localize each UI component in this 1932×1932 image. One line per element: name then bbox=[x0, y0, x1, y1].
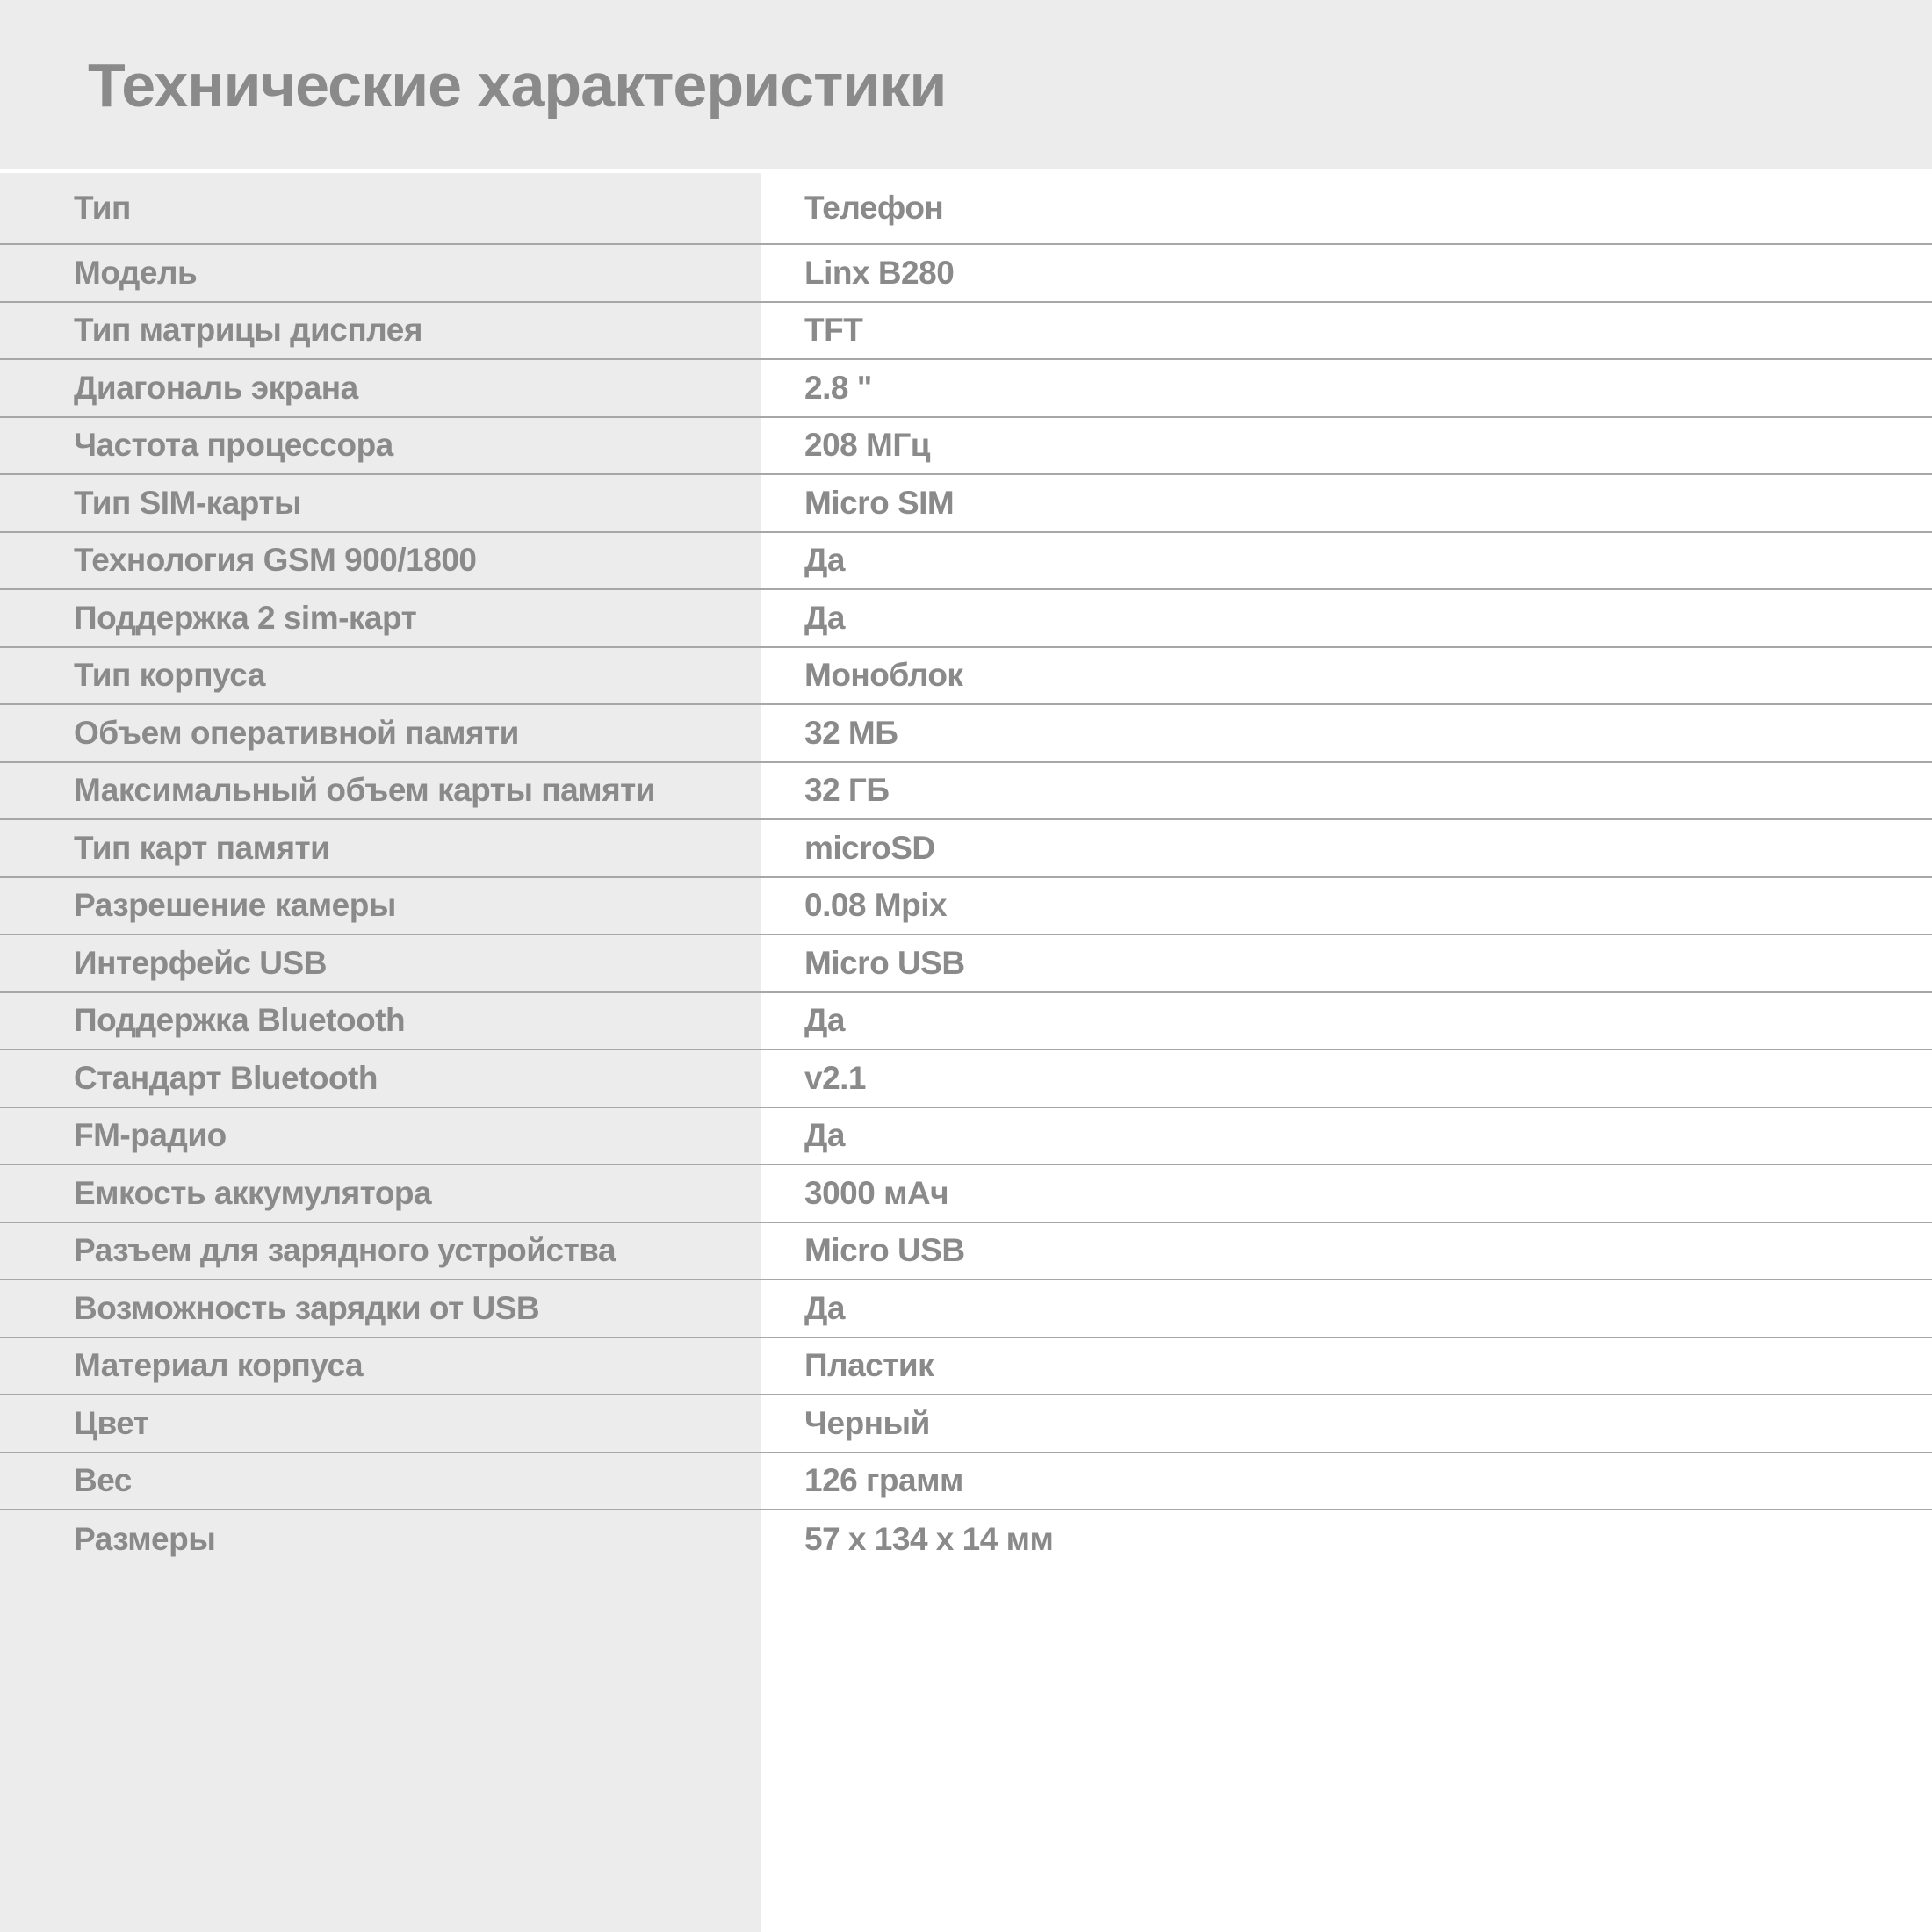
table-row bbox=[0, 245, 1932, 303]
spec-label: Тип корпуса bbox=[74, 657, 265, 694]
spec-value: v2.1 bbox=[804, 1059, 867, 1096]
spec-label: Емкость аккумулятора bbox=[74, 1174, 432, 1211]
table-row bbox=[0, 1453, 1932, 1511]
spec-label: Частота процессора bbox=[74, 427, 393, 464]
spec-value: Да bbox=[804, 1002, 845, 1039]
table-row bbox=[0, 173, 1932, 245]
specs-header bbox=[0, 0, 1932, 169]
spec-value: 0.08 Mpix bbox=[804, 887, 948, 924]
table-row bbox=[0, 418, 1932, 476]
spec-label: Возможность зарядки от USB bbox=[74, 1289, 540, 1326]
spec-value: 57 x 134 x 14 мм bbox=[804, 1520, 1054, 1557]
spec-label: Диагональ экрана bbox=[74, 369, 358, 406]
spec-value: Да bbox=[804, 599, 845, 636]
spec-value: 208 МГц bbox=[804, 427, 931, 464]
table-row bbox=[0, 1223, 1932, 1281]
spec-label: Размеры bbox=[74, 1520, 216, 1557]
spec-value: Телефон bbox=[804, 190, 944, 226]
table-row bbox=[0, 705, 1932, 763]
table-row bbox=[0, 1395, 1932, 1453]
spec-value: Моноблок bbox=[804, 657, 963, 694]
spec-label: Материал корпуса bbox=[74, 1347, 364, 1384]
spec-label: Максимальный объем карты памяти bbox=[74, 772, 656, 809]
table-row bbox=[0, 648, 1932, 706]
table-row bbox=[0, 1338, 1932, 1396]
spec-label: Технология GSM 900/1800 bbox=[74, 542, 477, 579]
spec-value: 2.8 " bbox=[804, 369, 872, 406]
spec-value: Да bbox=[804, 542, 845, 579]
table-row bbox=[0, 993, 1932, 1051]
spec-value: Да bbox=[804, 1289, 845, 1326]
spec-label: FM-радио bbox=[74, 1117, 227, 1154]
spec-label: Тип матрицы дисплея bbox=[74, 312, 422, 349]
table-row bbox=[0, 590, 1932, 648]
spec-label: Цвет bbox=[74, 1404, 149, 1441]
page-title: Технические характеристики bbox=[88, 50, 947, 119]
table-row bbox=[0, 1050, 1932, 1108]
spec-value: Micro USB bbox=[804, 1232, 965, 1269]
spec-value: Черный bbox=[804, 1404, 930, 1441]
spec-value: 126 грамм bbox=[804, 1462, 963, 1499]
table-row bbox=[0, 1165, 1932, 1223]
spec-value: TFT bbox=[804, 312, 863, 349]
table-row bbox=[0, 1108, 1932, 1166]
spec-value: 32 ГБ bbox=[804, 772, 890, 809]
spec-value: Micro USB bbox=[804, 944, 965, 981]
table-row bbox=[0, 360, 1932, 418]
table-row bbox=[0, 820, 1932, 878]
table-row bbox=[0, 1280, 1932, 1338]
spec-label: Стандарт Bluetooth bbox=[74, 1059, 378, 1096]
specs-table bbox=[0, 173, 1932, 1932]
spec-label: Поддержка 2 sim-карт bbox=[74, 599, 417, 636]
table-row bbox=[0, 303, 1932, 361]
spec-label: Поддержка Bluetooth bbox=[74, 1002, 406, 1039]
spec-value: Linx B280 bbox=[804, 254, 955, 291]
spec-label: Тип SIM-карты bbox=[74, 484, 302, 521]
table-row bbox=[0, 475, 1932, 533]
spec-value: 3000 мАч bbox=[804, 1174, 949, 1211]
spec-value: microSD bbox=[804, 829, 935, 866]
spec-value: Пластик bbox=[804, 1347, 934, 1384]
table-row bbox=[0, 533, 1932, 591]
spec-value: 32 МБ bbox=[804, 714, 898, 751]
spec-label: Объем оперативной памяти bbox=[74, 714, 519, 751]
spec-label: Интерфейс USB bbox=[74, 944, 327, 981]
spec-value: Да bbox=[804, 1117, 845, 1154]
spec-label: Разъем для зарядного устройства bbox=[74, 1232, 616, 1269]
table-row bbox=[0, 1510, 1932, 1568]
table-row bbox=[0, 878, 1932, 936]
spec-label: Вес bbox=[74, 1462, 132, 1499]
spec-label: Тип bbox=[74, 190, 131, 226]
table-row bbox=[0, 763, 1932, 821]
spec-label: Тип карт памяти bbox=[74, 829, 330, 866]
table-row bbox=[0, 935, 1932, 993]
spec-label: Разрешение камеры bbox=[74, 887, 396, 924]
spec-value: Micro SIM bbox=[804, 484, 955, 521]
spec-label: Модель bbox=[74, 254, 198, 291]
